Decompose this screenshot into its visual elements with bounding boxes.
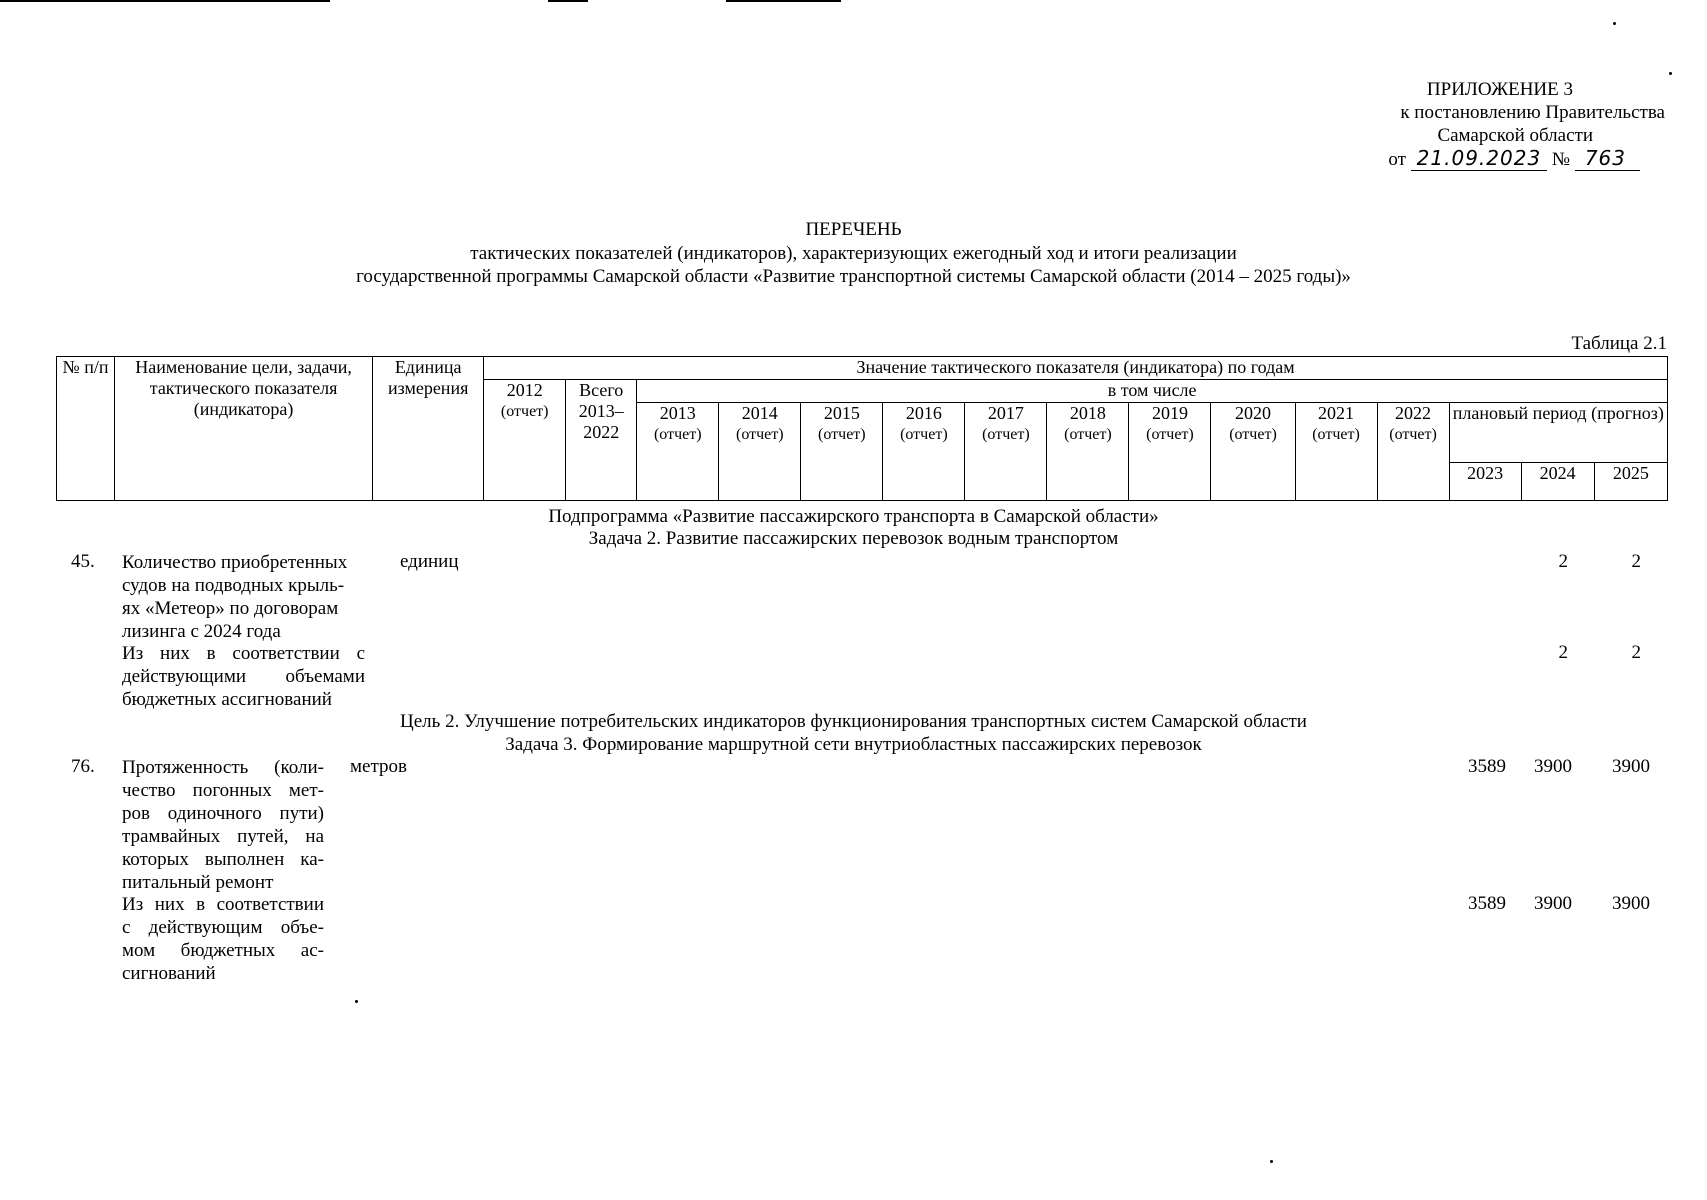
name-line: лизинга с 2024 года xyxy=(122,621,281,642)
report-label: (отчет) xyxy=(1064,426,1112,443)
row-45-unit: единиц xyxy=(400,551,459,572)
name-line: Количество приобретенных xyxy=(122,552,348,573)
row-76-subrow-name xyxy=(122,893,324,985)
number-label: № xyxy=(1551,149,1571,170)
row-76-subrow-value-2023: 3589 xyxy=(1468,893,1506,914)
header-year-2020 xyxy=(1211,403,1295,501)
year-label: 2016 xyxy=(905,403,942,423)
report-label: (отчет) xyxy=(982,426,1030,443)
row-45-value-2024: 2 xyxy=(1558,551,1568,572)
header-year-2021 xyxy=(1295,403,1377,501)
report-label: (отчет) xyxy=(736,426,784,443)
report-label: (отчет) xyxy=(1312,426,1360,443)
appendix-resolution-line: к постановлению Правительства xyxy=(1400,102,1665,123)
document-title: ПЕРЕЧЕНЬ xyxy=(805,219,902,240)
report-label: (отчет) xyxy=(1229,426,1277,443)
name-line: питальный ремонт xyxy=(122,872,274,893)
header-planned-period: плановый период (прогноз) xyxy=(1449,403,1667,463)
scan-speck xyxy=(1669,72,1672,75)
header-year-2018 xyxy=(1047,403,1129,501)
scan-speck xyxy=(1613,22,1616,25)
row-76-value-2023: 3589 xyxy=(1468,756,1506,777)
subprogram-heading: Подпрограмма «Развитие пассажирского транспорта в Самарской области» xyxy=(548,506,1159,527)
name-line: судов на подводных крыль- xyxy=(122,575,345,596)
header-year-2015 xyxy=(801,403,883,501)
appendix-title: ПРИЛОЖЕНИЕ 3 xyxy=(1426,79,1573,100)
scan-edge-line xyxy=(548,0,588,2)
header-values-by-year: Значение тактического показателя (индикатора) по годам xyxy=(484,357,1668,380)
report-label: (отчет) xyxy=(900,426,948,443)
year-label: 2015 xyxy=(823,403,860,423)
header-year-2023: 2023 xyxy=(1449,463,1521,501)
header-year-2012 xyxy=(484,380,566,501)
name-line: сигнований xyxy=(122,963,216,984)
name-line: действующими объемами xyxy=(122,666,365,687)
year-label: 2019 xyxy=(1151,403,1188,423)
year-label: 2018 xyxy=(1069,403,1106,423)
header-year-2016 xyxy=(883,403,965,501)
row-76-unit: метров xyxy=(350,756,407,777)
appendix-date-line xyxy=(1285,147,1665,171)
header-year-2014 xyxy=(719,403,801,501)
row-76-subrow-value-2024: 3900 xyxy=(1534,893,1572,914)
year-label: 2017 xyxy=(987,403,1024,423)
name-line: бюджетных ассигнований xyxy=(122,689,332,710)
indicator-table-header xyxy=(56,356,1668,501)
year-label: 2012 xyxy=(506,380,543,400)
appendix-region-line: Самарской области xyxy=(1437,125,1593,146)
name-line: чество погонных мет- xyxy=(122,780,324,801)
header-year-2025: 2025 xyxy=(1594,463,1667,501)
row-76-name xyxy=(122,756,324,894)
scan-speck xyxy=(1270,1160,1273,1163)
header-unit: Единица измерения xyxy=(373,357,484,501)
header-year-2013 xyxy=(637,403,719,501)
document-subtitle-line-1: тактических показателей (индикаторов), характеризующих ежегодный ход и итоги реализации xyxy=(470,243,1237,264)
document-subtitle-line-2: государственной программы Самарской области «Развитие транспортной системы Самарской области (2014 – 2025 годы)» xyxy=(356,266,1351,287)
name-line: мом бюджетных ас- xyxy=(122,940,324,961)
year-label: 2021 xyxy=(1318,403,1355,423)
name-line: Из них в соответствии xyxy=(122,894,324,915)
row-76-value-2025: 3900 xyxy=(1612,756,1650,777)
report-label: (отчет) xyxy=(500,403,549,420)
header-number: № п/п xyxy=(57,357,115,501)
date-prefix: от xyxy=(1388,149,1406,170)
row-45-subrow-value-2024: 2 xyxy=(1558,642,1568,663)
name-line: ях «Метеор» по договорам xyxy=(122,598,339,619)
header-including: в том числе xyxy=(637,380,1668,403)
report-label: (отчет) xyxy=(1389,426,1437,443)
row-76-subrow-value-2025: 3900 xyxy=(1612,893,1650,914)
row-45-value-2025: 2 xyxy=(1631,551,1641,572)
scan-edge-line xyxy=(726,0,841,2)
row-76-value-2024: 3900 xyxy=(1534,756,1572,777)
name-line: ров одиночного пути) xyxy=(122,803,324,824)
row-45-name xyxy=(122,551,365,643)
task-3-heading: Задача 3. Формирование маршрутной сети внутриобластных пассажирских перевозок xyxy=(505,734,1202,755)
name-line: Протяженность (коли- xyxy=(122,757,324,778)
scan-speck xyxy=(355,1000,358,1003)
name-line: с действующим объе- xyxy=(122,917,324,938)
year-label: 2020 xyxy=(1234,403,1271,423)
row-45-subrow-value-2025: 2 xyxy=(1631,642,1641,663)
scan-edge-line xyxy=(0,0,330,2)
header-year-2019 xyxy=(1129,403,1211,501)
header-name: Наименование цели, задачи, тактического показателя (индикатора) xyxy=(115,357,373,501)
year-label: 2014 xyxy=(741,403,778,423)
header-total: Всего 2013– 2022 xyxy=(566,380,637,501)
header-year-2017 xyxy=(965,403,1047,501)
header-year-2022 xyxy=(1377,403,1449,501)
task-2-heading: Задача 2. Развитие пассажирских перевозок водным транспортом xyxy=(588,528,1119,549)
year-label: 2013 xyxy=(659,403,696,423)
row-76-number: 76. xyxy=(71,756,95,777)
name-line: которых выполнен ка- xyxy=(122,849,324,870)
name-line: трамвайных путей, на xyxy=(122,826,324,847)
report-label: (отчет) xyxy=(1146,426,1194,443)
header-year-2024: 2024 xyxy=(1521,463,1594,501)
goal-2-heading: Цель 2. Улучшение потребительских индикаторов функционирования транспортных систем Самарской области xyxy=(400,711,1307,732)
year-label: 2022 xyxy=(1395,403,1432,423)
report-label: (отчет) xyxy=(818,426,866,443)
report-label: (отчет) xyxy=(653,426,702,443)
table-caption: Таблица 2.1 xyxy=(1571,333,1667,354)
handwritten-number: 763 xyxy=(1575,147,1640,171)
handwritten-date: 21.09.2023 xyxy=(1411,147,1548,171)
name-line: Из них в соответствии с xyxy=(122,643,365,664)
row-45-number: 45. xyxy=(71,551,95,572)
row-45-subrow-name xyxy=(122,642,365,711)
appendix-block xyxy=(1285,78,1665,171)
